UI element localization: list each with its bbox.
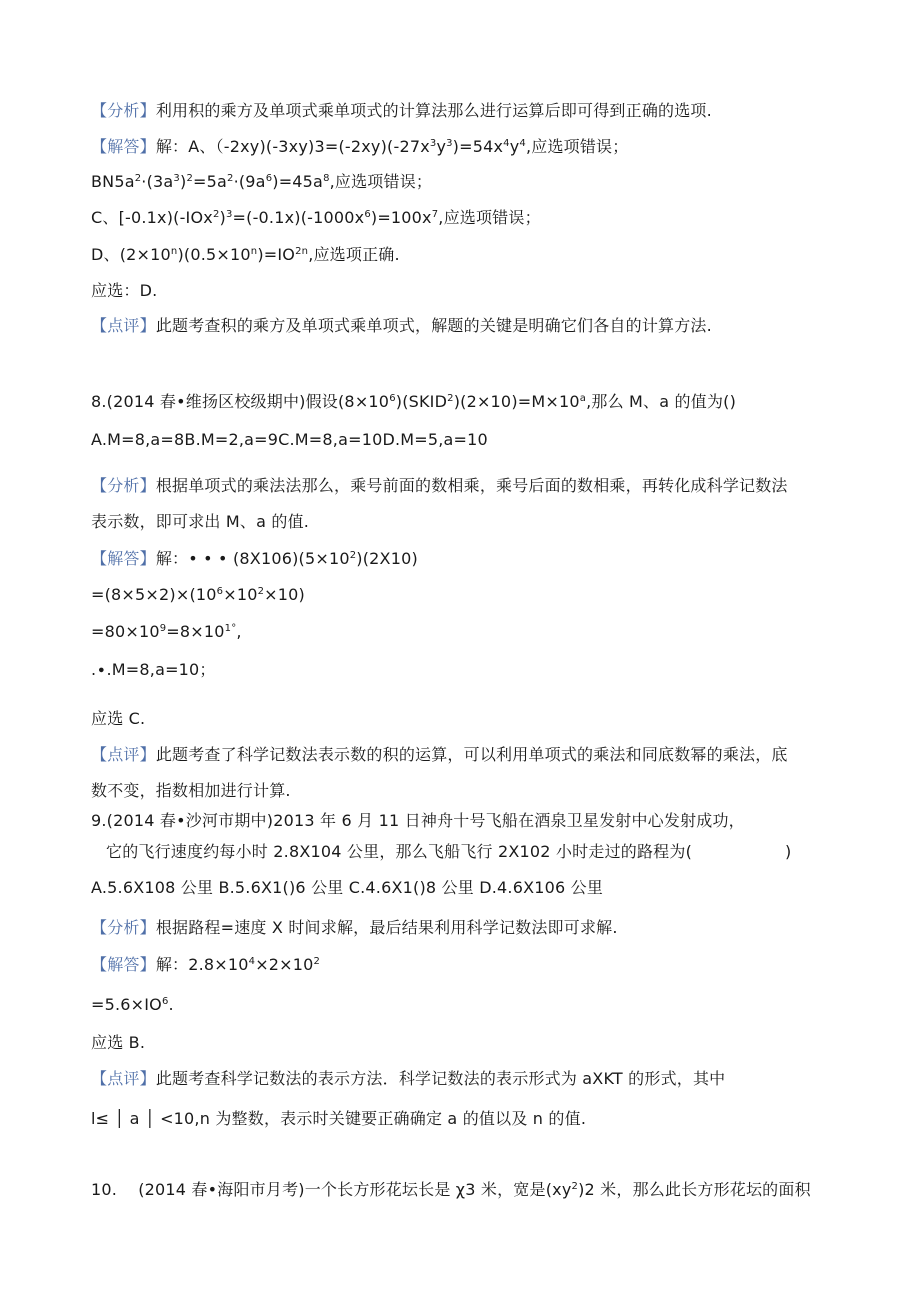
text-fragment: ,那么 M、a 的值为(): [586, 392, 737, 411]
text-fragment: ,应选项错误；: [525, 137, 629, 156]
q8-choice: 应选 C.: [91, 709, 146, 728]
text-fragment: ·(3a: [141, 172, 174, 191]
superscript: 6: [364, 209, 371, 220]
superscript: 4: [519, 138, 526, 149]
q9-answer: [91, 955, 320, 975]
text-fragment: 解：A、（-2xy)(-3xy)3=(-2xy)(-27x: [155, 137, 430, 156]
superscript: 4: [503, 138, 510, 149]
q8-stem: [91, 392, 736, 412]
text-fragment: ×10: [223, 585, 258, 604]
superscript: 2: [571, 1181, 579, 1192]
superscript: 2n: [295, 246, 309, 257]
q9-stem-close: ): [785, 842, 792, 861]
q9-options: A.5.6X108 公里 B.5.6X1()6 公里 C.4.6X1()8 公里 D.4.6X106 公里: [91, 878, 604, 897]
text-fragment: 解：• • • (8X106)(5×10: [155, 549, 350, 568]
text-fragment: =8×10: [166, 622, 225, 641]
q8-comment-line-1: [91, 745, 788, 765]
superscript: n: [250, 246, 258, 257]
text-fragment: ×2×10: [255, 955, 314, 974]
superscript: 2: [186, 173, 193, 184]
text-fragment: =80×10: [91, 622, 160, 641]
answer-tag: 【解答】: [91, 549, 156, 568]
superscript: 6: [161, 996, 169, 1007]
text-fragment: )=100x: [370, 208, 432, 227]
q7-answer-c: [91, 208, 541, 228]
text-fragment: )(2X10): [356, 549, 418, 568]
text-fragment: =5a: [193, 172, 227, 191]
superscript: 4: [248, 956, 256, 967]
text-fragment: y: [436, 137, 447, 156]
text-fragment: ,: [236, 622, 242, 641]
text-fragment: )(0.5×10: [177, 245, 251, 264]
text-fragment: ,应选项正确.: [308, 245, 400, 264]
text-fragment: BN5a: [91, 172, 135, 191]
q8-answer: [91, 549, 418, 569]
answer-tag: 【解答】: [91, 137, 156, 156]
q9-stem-line-2: 它的飞行速度约每小时 2.8X104 公里，那么飞船飞行 2X102 小时走过的路程为(: [106, 842, 693, 861]
q8-analysis-line-1: [91, 476, 788, 496]
q8-calc-2: [91, 622, 242, 642]
text-fragment: ): [179, 172, 187, 191]
text-fragment: =5.6×IO: [91, 995, 162, 1014]
comment-tag: 【点评】: [91, 1069, 156, 1088]
q7-answer-b: [91, 172, 432, 192]
text-fragment: 利用积的乘方及单项式乘单项式的计算法那么进行运算后即可得到正确的选项.: [155, 101, 712, 120]
q7-answer-d: [91, 245, 400, 265]
superscript: 2: [227, 173, 234, 184]
superscript: 8: [323, 173, 330, 184]
text-fragment: )(SKID: [395, 392, 448, 411]
superscript: 3: [225, 209, 233, 220]
text-fragment: D、(2×10: [91, 245, 171, 264]
q7-analysis: [91, 101, 712, 121]
text-fragment: 此题考查了科学记数法表示数的积的运算，可以利用单项式的乘法和同底数幂的乘法，底: [155, 745, 788, 764]
superscript: 6: [265, 173, 273, 184]
text-fragment: =(8×5×2)×(10: [91, 585, 217, 604]
superscript: 6: [216, 586, 224, 597]
q8-calc-3: .∙.M=8,a=10；: [91, 660, 216, 679]
q8-options: A.M=8,a=8B.M=2,a=9C.M=8,a=10D.M=5,a=10: [91, 430, 488, 449]
superscript: 2: [257, 586, 265, 597]
text-fragment: ): [219, 208, 226, 227]
text-fragment: y: [509, 137, 520, 156]
q9-analysis: [91, 918, 618, 938]
superscript: a: [579, 393, 587, 404]
superscript: 3: [446, 138, 453, 149]
superscript: 6: [389, 393, 396, 404]
comment-tag: 【点评】: [91, 316, 156, 335]
text-fragment: 根据单项式的乘法法那么，乘号前面的数相乘，乘号后面的数相乘，再转化成科学记数法: [155, 476, 788, 495]
comment-tag: 【点评】: [91, 745, 156, 764]
q7-choice: 应选：D.: [91, 281, 158, 300]
superscript: 2: [447, 393, 454, 404]
text-fragment: =(-0.1x)(-1000x: [232, 208, 365, 227]
superscript: 7: [431, 209, 439, 220]
superscript: 2: [212, 209, 220, 220]
q9-comment-line-2: l≤ │ a │ <10,n 为整数，表示时关键要正确确定 a 的值以及 n 的值.: [91, 1109, 587, 1128]
text-fragment: ,应选项错误；: [329, 172, 433, 191]
text-fragment: ·(9a: [233, 172, 266, 191]
q7-comment: [91, 316, 712, 336]
q8-calc-1: [91, 585, 305, 605]
superscript: 3: [173, 173, 180, 184]
q9-comment-line-1: [91, 1069, 725, 1089]
text-fragment: 10. (2014 春•海阳市月考)一个长方形花坛长是 χ3 米，宽是(xy: [91, 1180, 572, 1199]
text-fragment: .: [168, 995, 174, 1014]
superscript: 1°: [224, 623, 237, 634]
text-fragment: )=54x: [452, 137, 504, 156]
superscript: 9: [159, 623, 167, 634]
text-fragment: 解：2.8×10: [155, 955, 249, 974]
text-fragment: )=IO: [257, 245, 296, 264]
superscript: 2: [134, 173, 142, 184]
answer-tag: 【解答】: [91, 955, 156, 974]
superscript: 3: [429, 138, 437, 149]
q9-stem-line-1: 9.(2014 春•沙河市期中)2013 年 6 月 11 日神舟十号飞船在酒泉卫星发射中心发射成功，: [91, 811, 745, 830]
q8-comment-line-2: 数不变，指数相加进行计算.: [91, 781, 291, 800]
text-fragment: 根据路程=速度 X 时间求解，最后结果利用科学记数法即可求解.: [155, 918, 618, 937]
superscript: n: [170, 246, 178, 257]
text-fragment: 此题考查科学记数法的表示方法．科学记数法的表示形式为 aXKT 的形式，其中: [155, 1069, 726, 1088]
q9-choice: 应选 B.: [91, 1033, 146, 1052]
text-fragment: C、[-0.1x)(-IOx: [91, 208, 213, 227]
text-fragment: ,应选项错误；: [438, 208, 541, 227]
analysis-tag: 【分析】: [91, 476, 156, 495]
superscript: 2: [349, 550, 357, 561]
q10-stem: [91, 1180, 811, 1200]
text-fragment: 8.(2014 春•维扬区校级期中)假设(8×10: [91, 392, 390, 411]
q8-analysis-line-2: 表示数，即可求出 M、a 的值.: [91, 512, 310, 531]
analysis-tag: 【分析】: [91, 918, 156, 937]
q7-answer-a: [91, 137, 628, 157]
analysis-tag: 【分析】: [91, 101, 156, 120]
q9-result: [91, 995, 174, 1015]
superscript: 2: [313, 956, 321, 967]
text-fragment: )2 米，那么此长方形花坛的面积: [578, 1180, 811, 1199]
text-fragment: )(2×10)=M×10: [453, 392, 580, 411]
text-fragment: ×10): [264, 585, 305, 604]
text-fragment: 此题考查积的乘方及单项式乘单项式，解题的关键是明确它们各自的计算方法.: [155, 316, 712, 335]
text-fragment: )=45a: [272, 172, 324, 191]
